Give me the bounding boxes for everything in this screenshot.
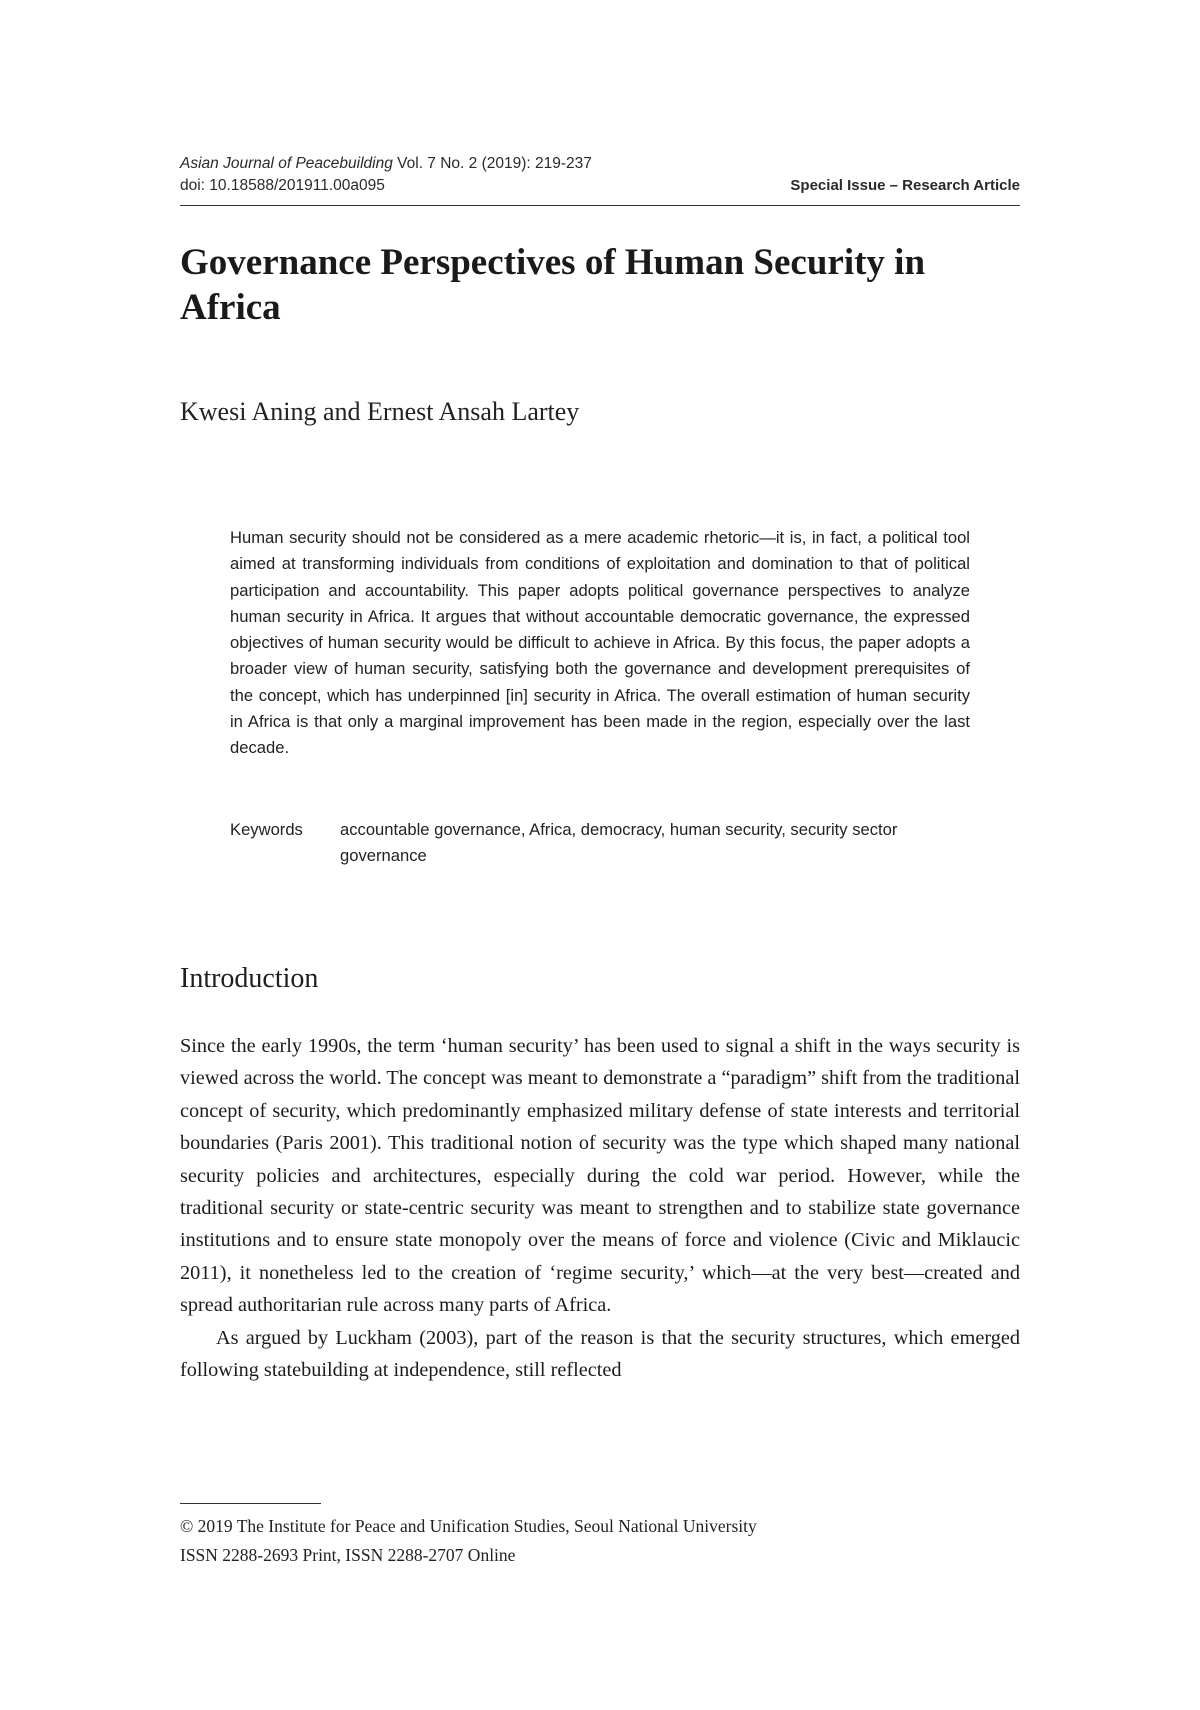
section-heading-introduction: Introduction [180, 963, 319, 994]
running-header [180, 153, 1020, 197]
header-divider [180, 205, 1020, 206]
volume-issue-pages: Vol. 7 No. 2 (2019): 219-237 [392, 155, 592, 172]
keywords [230, 817, 970, 870]
article-title: Governance Perspectives of Human Security in Africa [180, 242, 926, 328]
copyright-notice: © 2019 The Institute for Peace and Unification Studies, Seoul National University [180, 1516, 757, 1536]
journal-name: Asian Journal of Peacebuilding [180, 155, 393, 172]
keywords-list: accountable governance, Africa, democracy, human security, security sector governance [340, 820, 898, 866]
article-type-label: Special Issue – Research Article [790, 177, 1020, 194]
body-paragraph: As argued by Luckham (2003), part of the reason is that the security structures, which emerged following statebuilding at independence, still reflected [180, 1326, 1020, 1382]
footnote-divider [180, 1503, 321, 1504]
introduction-body [180, 1030, 1020, 1386]
abstract: Human security should not be considered as a mere academic rhetoric—it is, in fact, a political tool aimed at transforming individuals from conditions of exploitation and domination to that of political participation and accountability. This paper adopts political governance perspectives to analyze human security in Africa. It argues that without accountable democratic governance, the expressed objectives of human security would be difficult to achieve in Africa. By this focus, the paper adopts a broader view of human security, satisfying both the governance and development prerequisites of the concept, which has underpinned [in] security in Africa. The overall estimation of human security in Africa is that only a marginal improvement has been made in the region, especially over the last decade. [230, 528, 970, 758]
issn-notice: ISSN 2288-2693 Print, ISSN 2288-2707 Online [180, 1544, 516, 1565]
journal-citation [180, 153, 1020, 175]
author-list: Kwesi Aning and Ernest Ansah Lartey [180, 397, 580, 426]
body-paragraph: Since the early 1990s, the term ‘human security’ has been used to signal a shift in the ways security is viewed across the world. The concept was meant to demonstrate a “paradigm” shift from the traditional concept of security, which predominantly emphasized military defense of state interests and territorial boundaries (Paris 2001). This traditional notion of security was the type which shaped many national security policies and architectures, especially during the cold war period. However, while the traditional security or state-centric security was meant to strengthen and to stabilize state governance institutions and to ensure state monopoly over the means of force and violence (Civic and Miklaucic 2011), it nonetheless led to the creation of ‘regime security,’ which—at the very best—created and spread authoritarian rule across many parts of Africa. [180, 1035, 1020, 1317]
keywords-label: Keywords [230, 820, 303, 839]
doi-link[interactable]: doi: 10.18588/201911.00a095 [180, 177, 385, 194]
footnote [180, 1512, 1020, 1569]
